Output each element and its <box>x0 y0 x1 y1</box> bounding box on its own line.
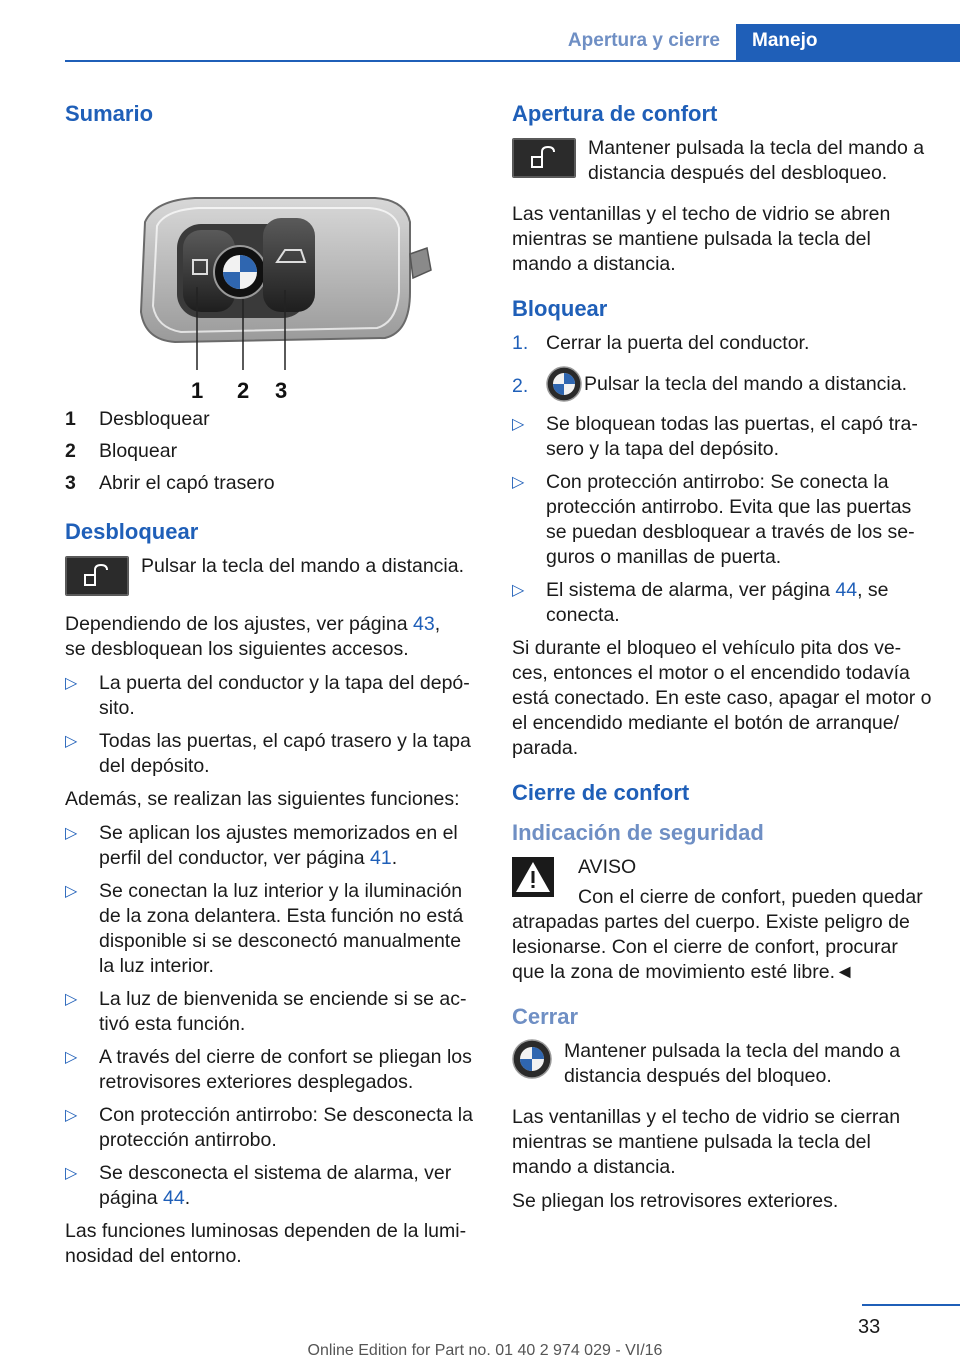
footer-edition: Online Edition for Part no. 01 40 2 974 029 - VI/16 <box>307 1342 663 1359</box>
triangle-bullet-icon: ▷ <box>65 675 78 692</box>
unlock-button-icon <box>512 138 576 178</box>
sumario-heading: Sumario <box>65 101 154 126</box>
list-item: ▷ El sistema de alarma, ver página 44, se conecta. <box>512 579 889 626</box>
comfort-open-heading: Apertura de confort <box>512 101 718 126</box>
triangle-bullet-icon: ▷ <box>65 1107 78 1124</box>
close-instruction <box>512 1039 932 1089</box>
list-item: ▷ A través del cierre de confort se pliegan los retrovisores exteriores desplegados. <box>65 1046 472 1093</box>
page-number: 33 <box>858 1316 881 1338</box>
bmw-lock-button-icon <box>546 366 582 402</box>
step-item: 2. Pulsar la tecla del mando a distancia. <box>512 366 932 402</box>
list-item: ▷ La puerta del conductor y la tapa del depó‐ sito. <box>65 672 470 719</box>
close-heading: Cerrar <box>512 1004 579 1029</box>
list-item: ▷ Se desconecta el sistema de alarma, ver página 44. <box>65 1162 452 1209</box>
legend-row: 2 Bloquear <box>65 440 178 462</box>
header-tab-manejo: Manejo <box>736 24 960 62</box>
warning-label: AVISO <box>578 856 637 878</box>
legend-row: 3 Abrir el capó trasero <box>65 472 275 494</box>
closing-note: Las funciones luminosas dependen de la lumi‐ nosidad del entorno. <box>65 1220 467 1267</box>
footer-rule <box>862 1304 960 1306</box>
list-item: ▷ Se conectan la luz interior y la iluminación de la zona delantera. Esta función no está disponible si se desconectó manualmente la luz interior. <box>65 880 464 977</box>
key-fob-figure <box>65 142 480 407</box>
page-link-44[interactable]: 44 <box>162 1187 185 1209</box>
functions-intro: Además, se realizan las siguientes funciones: <box>65 788 460 810</box>
unlock-instruction-text: Pulsar la tecla del mando a distancia. <box>141 555 465 577</box>
list-item: ▷ La luz de bienvenida se enciende si se ac‐ tivó esta función. <box>65 988 467 1035</box>
comfort-close-heading: Cierre de confort <box>512 780 690 805</box>
functions-list <box>65 821 480 1211</box>
legend-row: 1 Desbloquear <box>65 408 210 430</box>
lock-paragraph: Si durante el bloqueo el vehículo pita dos ve‐ ces, entonces el motor o el encendido todavía está conectado. En este caso, apagar el motor o el encendido mediante el botón de arranque/ parada. <box>512 637 932 759</box>
safety-heading: Indicación de seguridad <box>512 820 764 845</box>
triangle-bullet-icon: ▷ <box>512 474 525 491</box>
page-link-41[interactable]: 41 <box>370 847 392 869</box>
unlock-dependency-text: Dependiendo de los ajustes, ver página 43, se desbloquean los siguientes accesos. <box>65 613 441 660</box>
header-rule <box>65 60 960 62</box>
bmw-lock-button-icon <box>512 1039 552 1079</box>
header-section-title: Apertura y cierre <box>567 30 720 51</box>
lock-heading: Bloquear <box>512 296 608 321</box>
comfort-open-body: Las ventanillas y el techo de vidrio se abren mientras se mantiene pulsada la tecla del mando a distancia. <box>512 203 891 275</box>
triangle-bullet-icon: ▷ <box>65 1165 78 1182</box>
step-item: 1. Cerrar la puerta del conductor. <box>512 332 810 354</box>
unlock-heading: Desbloquear <box>65 519 199 544</box>
close-instruction-text: Mantener pulsada la tecla del mando a distancia después del bloqueo. <box>564 1040 901 1087</box>
triangle-bullet-icon: ▷ <box>65 883 78 900</box>
figure-label-3: 3 <box>275 378 288 403</box>
page-link-44[interactable]: 44 <box>835 579 858 601</box>
figure-legend <box>65 407 480 496</box>
triangle-bullet-icon: ▷ <box>65 991 78 1008</box>
close-body: Las ventanillas y el techo de vidrio se cierran mientras se mantiene pulsada la tecla del mando a distancia. <box>512 1106 901 1178</box>
figure-label-2: 2 <box>237 378 250 403</box>
triangle-bullet-icon: ▷ <box>65 733 78 750</box>
triangle-bullet-icon: ▷ <box>512 582 525 599</box>
unlock-button-icon <box>65 556 129 596</box>
list-item: ▷ Todas las puertas, el capó trasero y la tapa del depósito. <box>65 730 471 777</box>
left-column <box>65 100 480 1278</box>
triangle-bullet-icon: ▷ <box>512 416 525 433</box>
lock-result-list <box>512 412 932 628</box>
right-column <box>512 100 932 1223</box>
figure-label-1: 1 <box>191 378 204 403</box>
list-item: ▷ Con protección antirrobo: Se desconecta la protección antirrobo. <box>65 1104 473 1151</box>
unlock-instruction <box>65 554 480 596</box>
comfort-open-instruction-text: Mantener pulsada la tecla del mando a distancia después del desbloqueo. <box>588 137 925 184</box>
page-link-43[interactable]: 43 <box>413 613 435 635</box>
list-item: ▷ Se aplican los ajustes memorizados en el perfil del conductor, ver página 41. <box>65 822 458 869</box>
comfort-open-instruction <box>512 136 932 186</box>
list-item: ▷ Con protección antirrobo: Se conecta la protección antirrobo. Evita que las puertas se puedan desbloquear a través de los se‐ guros o manillas de puerta. <box>512 471 915 568</box>
page-header <box>0 24 960 62</box>
access-list <box>65 671 480 779</box>
mirrors-note: Se pliegan los retrovisores exteriores. <box>512 1190 839 1212</box>
triangle-bullet-icon: ▷ <box>65 1049 78 1066</box>
warning-text: Con el cierre de confort, pueden quedar atrapadas partes del cuerpo. Existe peligro de lesionarse. Con el cierre de confort, procurar que la zona de movimiento esté libre.◄ <box>512 886 923 983</box>
key-fob-icon <box>65 142 480 407</box>
list-item: ▷ Se bloquean todas las puertas, el capó tra‐ sero y la tapa del depósito. <box>512 413 918 460</box>
warning-triangle-icon <box>512 857 554 897</box>
triangle-bullet-icon: ▷ <box>65 825 78 842</box>
lock-steps <box>512 331 932 402</box>
